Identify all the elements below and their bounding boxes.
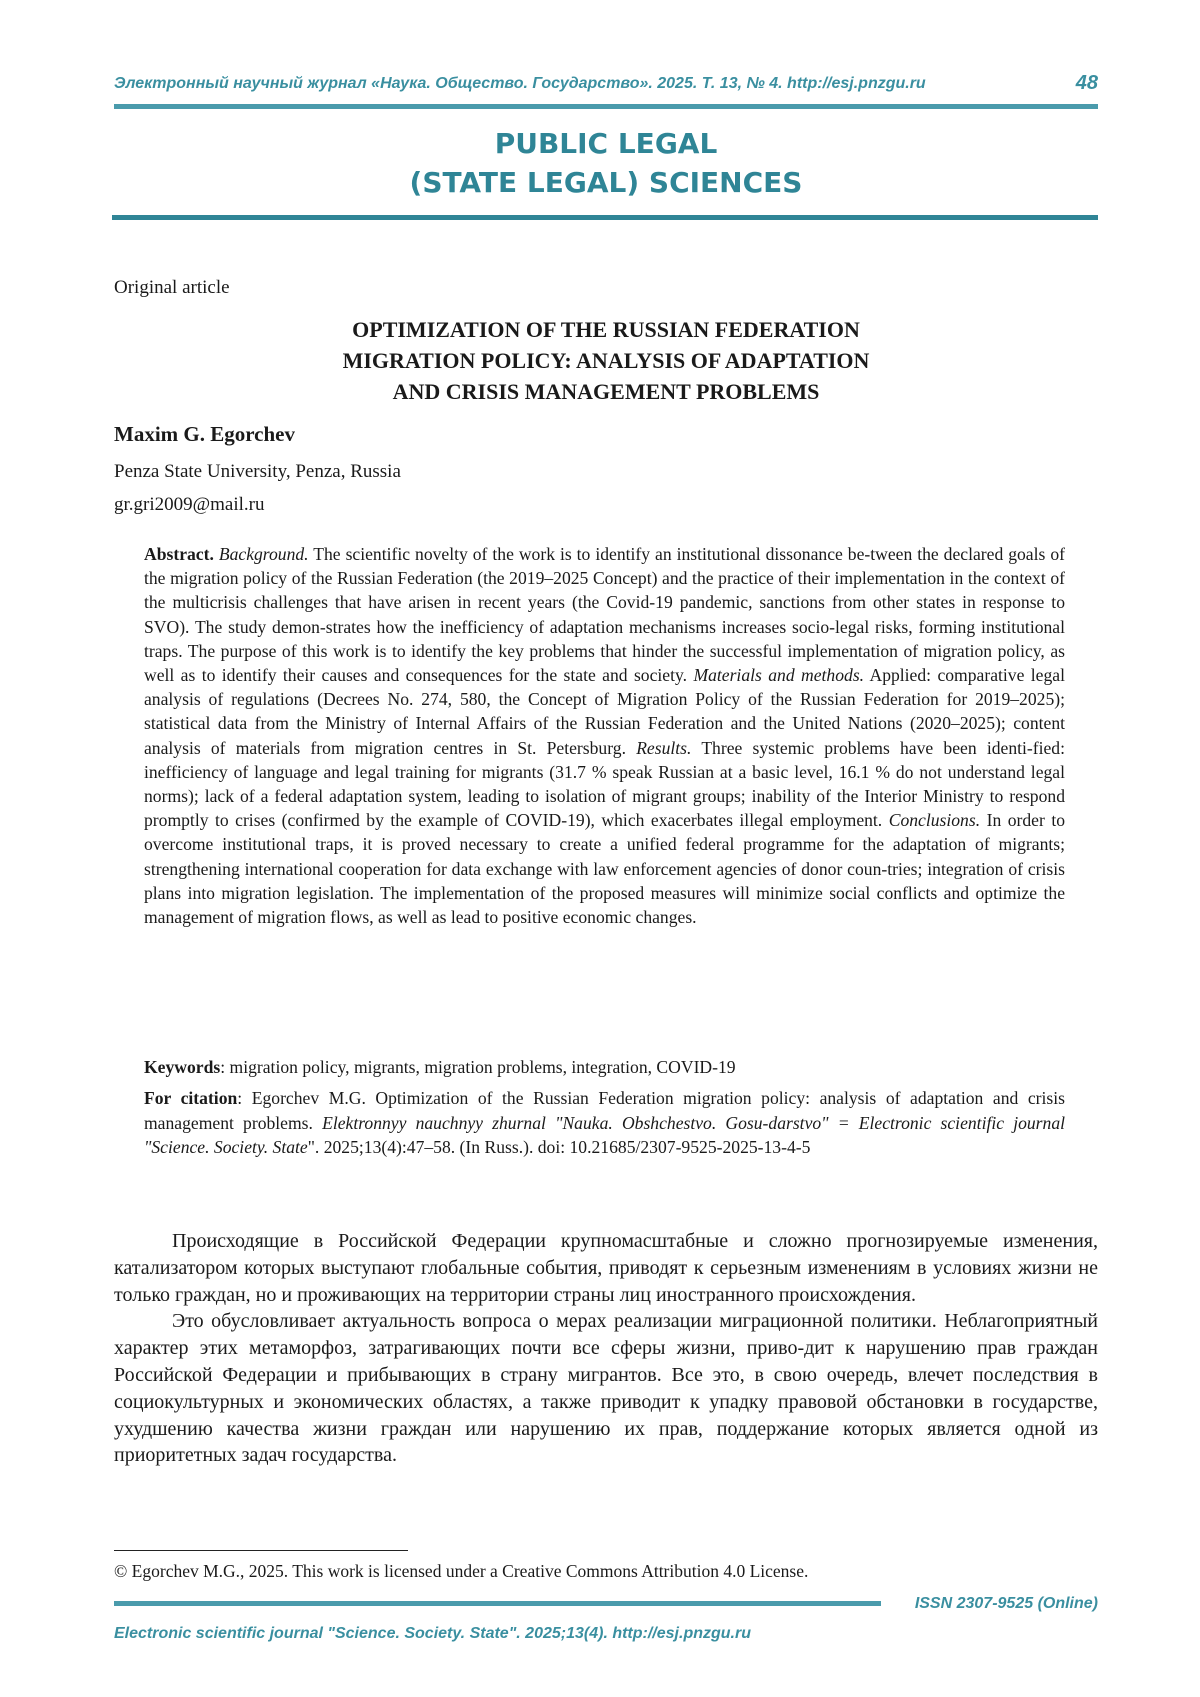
- footer-journal: Electronic scientific journal "Science. Society. State". 2025;13(4). http://esj.pnzgu.ru: [114, 1625, 751, 1642]
- author-email[interactable]: gr.gri2009@mail.ru: [114, 494, 265, 515]
- citation: [144, 1086, 1065, 1160]
- journal-running-head: Электронный научный журнал «Наука. Общество. Государство». 2025. Т. 13, № 4. http://esj.pnzgu.ru: [114, 75, 926, 92]
- section-title: [114, 124, 1098, 202]
- body-text: [114, 1228, 1098, 1469]
- article-title-line-1: OPTIMIZATION OF THE RUSSIAN FEDERATION: [352, 317, 860, 342]
- results-label: Results.: [636, 737, 692, 758]
- section-title-line-1: PUBLIC LEGAL: [494, 127, 718, 160]
- issn: ISSN 2307-9525 (Online): [914, 1595, 1098, 1612]
- article-type: Original article: [114, 277, 230, 298]
- author-name: Maxim G. Egorchev: [114, 422, 296, 446]
- running-head: [114, 72, 1098, 98]
- methods-label: Materials and methods.: [693, 665, 865, 686]
- background-label: Background.: [218, 544, 309, 564]
- copyright-footnote: © Egorchev M.G., 2025. This work is licensed under a Creative Commons Attribution 4.0 License.: [114, 1561, 809, 1581]
- page-number: 48: [1075, 72, 1098, 94]
- conclusions-label: Conclusions.: [888, 810, 981, 831]
- section-title-line-2: (STATE LEGAL) SCIENCES: [409, 166, 803, 199]
- citation-text-1: : Egorchev M.G. Optimization of the Russian Federation migration policy: analysis of adaptation and crisis management problems.: [144, 1088, 1065, 1133]
- abstract: [144, 542, 1065, 929]
- body-paragraph-1: Происходящие в Российской Федерации крупномасштабные и сложно прогнозируемые изменения, катализатором которых выступают глобальные события, приводят к серьезным изменениям в условиях жизни не только граждан, но и проживающих на территории страны лиц иностранного происхождения.: [114, 1230, 1098, 1306]
- abstract-methods: Applied: comparative legal analysis of regulations (Decrees No. 274, 580, the Concept of Migration Policy of the Russian Federation for 2019–2025); statistical data from the Ministry of Internal Affairs of the Russian Federation and the United Nations (2020–2025); content analysis of materials from migration centres in St. Petersburg.: [144, 665, 1065, 758]
- abstract-label: Abstract.: [144, 544, 214, 564]
- abstract-results: Three systemic problems have been identi-fied: inefficiency of language and legal training for migrants (31.7 % speak Russian at a basic level, 16.1 % do not understand legal norms); lack of a federal adaptation system, leading to isolation of migrant groups; inability of the Interior Ministry to respond promptly to crises (confirmed by the example of COVID-19), which exacerbates illegal employment.: [144, 737, 1065, 831]
- abstract-background: The scientific novelty of the work is to identify an institutional dissonance be-tween the declared goals of the migration policy of the Russian Federation (the 2019–2025 Concept) and the practice of their implementation in the context of the multicrisis challenges that have arisen in recent years (the Covid-19 pandemic, sanctions from other states in response to SVO). The study demon-strates how the inefficiency of adaptation mechanisms increases socio-legal risks, forming institutional traps. The purpose of this work is to identify the key problems that hinder the successful implementation of migration policy, as well as to identify their causes and consequences for the state and society.: [144, 544, 1065, 686]
- footer-rule: [114, 1601, 881, 1606]
- article-title: [114, 314, 1098, 407]
- section-rule: [112, 215, 1098, 220]
- header-rule: [114, 104, 1098, 109]
- citation-journal: Elektronnyy nauchnyy zhurnal "Nauka. Obshchestvo. Gosu-darstvo" = Electronic scientific journal "Science. Society. State: [144, 1112, 1066, 1157]
- keywords-text: : migration policy, migrants, migration problems, integration, COVID-19: [220, 1057, 736, 1077]
- keywords-label: Keywords: [144, 1057, 221, 1077]
- citation-label: For citation: [144, 1088, 238, 1108]
- abstract-conclusions: In order to overcome institutional traps, it is proved necessary to create a unified federal programme for the adaptation of migrants; strengthening international cooperation for data exchange with law enforcement agencies of donor coun-tries; integration of crisis plans into migration legislation. The implementation of the proposed measures will minimize social conflicts and optimize the management of migration flows, as well as lead to positive economic changes.: [144, 810, 1066, 928]
- article-title-line-2: MIGRATION POLICY: ANALYSIS OF ADAPTATION: [342, 348, 870, 373]
- article-title-line-3: AND CRISIS MANAGEMENT PROBLEMS: [392, 379, 820, 404]
- footnote-rule: [114, 1550, 408, 1551]
- keywords: [144, 1055, 1065, 1079]
- body-paragraph-2: Это обусловливает актуальность вопроса о мерах реализации миграционной политики. Неблагоприятный характер этих метаморфоз, затрагивающих почти все сферы жизни, приво-дит к нарушению прав граждан Российской Федерации и прибывающих в страну мигрантов. Все это, в свою очередь, влечет последствия в социокультурных и экономических областях, а также приводит к упадку правовой обстановки в государстве, ухудшению качества жизни граждан или нарушению их прав, поддержание которых является одной из приоритетных задач государства.: [114, 1310, 1098, 1467]
- citation-text-2: ". 2025;13(4):47–58. (In Russ.). doi: 10.21685/2307-9525-2025-13-4-5: [307, 1137, 811, 1157]
- author-affiliation: Penza State University, Penza, Russia: [114, 461, 401, 482]
